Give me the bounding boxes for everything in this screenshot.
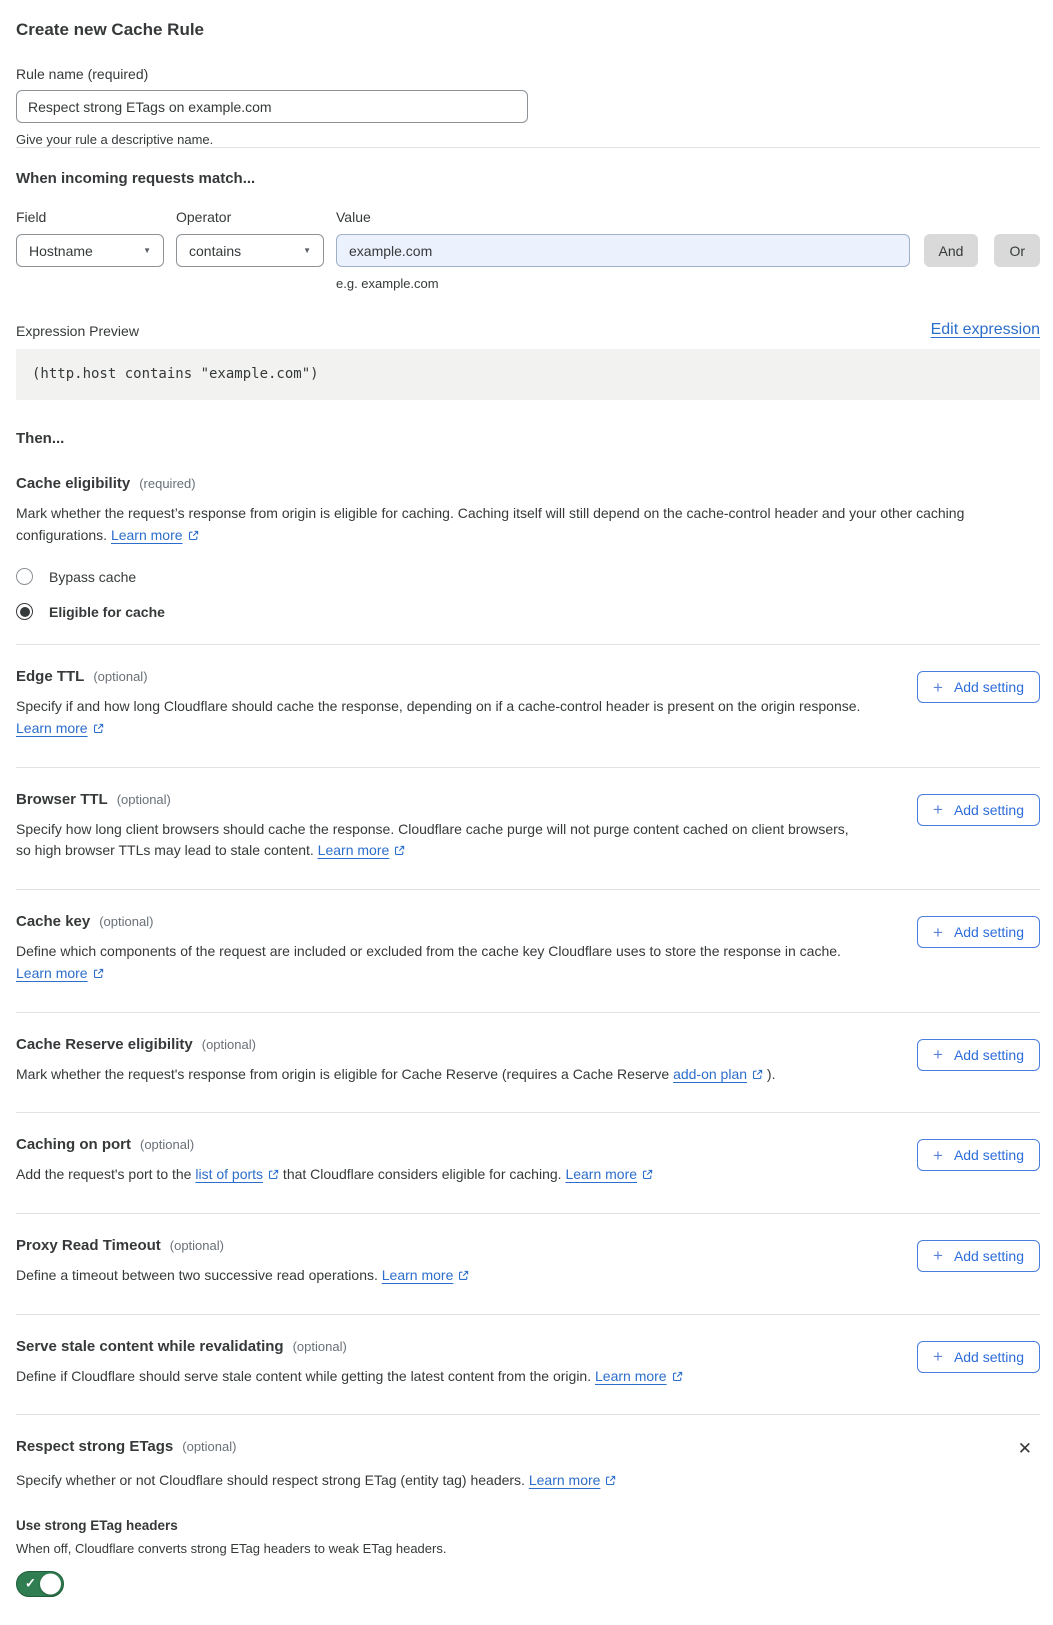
- external-link-icon: [642, 1165, 653, 1187]
- cache-eligibility-description: Mark whether the request’s response from origin is eligible for caching. Caching itself will still depend on the cache-control header and your other caching configurations. Learn more: [16, 503, 1028, 546]
- list-of-ports-link[interactable]: list of ports: [195, 1166, 264, 1183]
- learn-more-link[interactable]: Learn more: [16, 720, 88, 737]
- external-link-icon: [394, 841, 405, 863]
- learn-more-link[interactable]: Learn more: [317, 842, 390, 859]
- add-setting-label: Add setting: [953, 1147, 1024, 1164]
- respect-strong-etags-section: [16, 1415, 1040, 1597]
- expression-code: (http.host contains "example.com"): [16, 349, 1040, 400]
- external-link-icon: [188, 526, 199, 548]
- radio-label: Bypass cache: [49, 568, 137, 585]
- match-heading: When incoming requests match...: [16, 170, 256, 187]
- plus-icon: +: [933, 922, 943, 942]
- radio-option-eligible-for-cache[interactable]: [16, 603, 1040, 620]
- value-input[interactable]: [336, 234, 910, 267]
- external-link-icon: [458, 1266, 469, 1288]
- optional-tag: (optional): [201, 1036, 256, 1052]
- cache-eligibility-title: Cache eligibility: [16, 475, 131, 492]
- setting-description: Define if Cloudflare should serve stale content while getting the latest content from the origin. Learn more: [16, 1366, 683, 1388]
- cache-eligibility-section: [16, 475, 1040, 644]
- add-setting-label: Add setting: [953, 679, 1024, 696]
- setting-section: [16, 1013, 1040, 1113]
- optional-tag: (optional): [140, 1137, 195, 1153]
- add-setting-label: Add setting: [953, 924, 1024, 941]
- setting-section: [16, 768, 1040, 889]
- external-link-icon: [752, 1065, 763, 1087]
- radio-option-bypass-cache[interactable]: [16, 568, 1040, 585]
- plus-icon: +: [933, 1045, 943, 1064]
- add-setting-button[interactable]: [917, 916, 1040, 948]
- setting-description: Add the request's port to the list of ports that Cloudflare considers eligible for caching. Learn more: [16, 1164, 653, 1186]
- setting-title: Cache key: [16, 913, 91, 931]
- plus-icon: +: [933, 1246, 943, 1266]
- required-tag: (required): [139, 476, 196, 491]
- setting-section: [16, 645, 1040, 766]
- optional-tag: (optional): [292, 1338, 347, 1354]
- external-link-icon: [605, 1471, 616, 1493]
- rule-name-group: [16, 66, 1040, 147]
- plus-icon: +: [933, 1347, 943, 1367]
- external-link-icon: [93, 719, 104, 741]
- add-setting-label: Add setting: [953, 1046, 1024, 1063]
- operator-select[interactable]: [176, 234, 324, 267]
- setting-title: Proxy Read Timeout: [16, 1236, 161, 1254]
- add-setting-label: Add setting: [953, 1348, 1024, 1365]
- expression-preview-label: Expression Preview: [16, 323, 139, 339]
- learn-more-link[interactable]: Learn more: [528, 1472, 601, 1489]
- chevron-down-icon: ▼: [303, 245, 311, 255]
- and-button[interactable]: And: [924, 234, 979, 267]
- add-setting-button[interactable]: [917, 1341, 1040, 1373]
- toggle-knob: [40, 1573, 61, 1594]
- chevron-down-icon: ▼: [143, 245, 151, 255]
- then-heading: Then...: [16, 430, 65, 447]
- optional-tag: (optional): [169, 1237, 224, 1253]
- external-link-icon: [93, 964, 104, 986]
- external-link-icon: [268, 1165, 279, 1187]
- setting-title: Serve stale content while revalidating: [16, 1337, 284, 1355]
- operator-label: Operator: [176, 209, 232, 225]
- operator-select-value: contains: [189, 242, 242, 259]
- field-label: Field: [16, 209, 47, 225]
- setting-description: Specify how long client browsers should cache the response. Cloudflare cache purge will not purge content cached on client browsers, so high browser TTLs may lead to stale content. Learn more: [16, 819, 864, 862]
- setting-title: Caching on port: [16, 1136, 131, 1154]
- page-title: Create new Cache Rule: [16, 20, 205, 39]
- setting-description: Define a timeout between two successive read operations. Learn more: [16, 1265, 469, 1287]
- use-strong-etag-headers-label: Use strong ETag headers: [16, 1517, 178, 1533]
- value-helper: e.g. example.com: [336, 276, 439, 291]
- radio-label: Eligible for cache: [49, 603, 165, 620]
- setting-section: [16, 1315, 1040, 1415]
- radio-unselected-icon[interactable]: [16, 568, 33, 585]
- add-setting-button[interactable]: [917, 1139, 1040, 1171]
- setting-description: Mark whether the request's response from origin is eligible for Cache Reserve (requires a Cache Reserve add-on plan ).: [16, 1064, 775, 1086]
- toggle-description: When off, Cloudflare converts strong ETag headers to weak ETag headers.: [16, 1540, 447, 1556]
- rule-name-helper: Give your rule a descriptive name.: [16, 132, 214, 147]
- check-icon: ✓: [25, 1575, 36, 1591]
- edit-expression-link[interactable]: Edit expression: [930, 321, 1040, 338]
- cache-eligibility-options: [16, 568, 1040, 620]
- setting-description: Define which components of the request are included or excluded from the cache key Cloudflare uses to store the response in cache. Learn more: [16, 941, 864, 984]
- add-on-plan-link[interactable]: add-on plan: [673, 1065, 748, 1082]
- optional-tag: (optional): [182, 1439, 237, 1455]
- plus-icon: +: [933, 800, 943, 820]
- plus-icon: +: [933, 677, 943, 697]
- learn-more-link[interactable]: Learn more: [381, 1266, 454, 1283]
- setting-section: [16, 1214, 1040, 1314]
- expression-preview-row: [16, 321, 1040, 339]
- add-setting-label: Add setting: [953, 801, 1024, 818]
- learn-more-link[interactable]: Learn more: [110, 526, 183, 543]
- respect-strong-etags-title: Respect strong ETags: [16, 1438, 174, 1456]
- setting-description: Specify if and how long Cloudflare should cache the response, depending on if a cache-control header is present on the origin response. Learn more: [16, 696, 864, 739]
- learn-more-link[interactable]: Learn more: [595, 1367, 667, 1384]
- add-setting-button[interactable]: [917, 1240, 1040, 1272]
- rule-name-input[interactable]: [16, 90, 528, 123]
- add-setting-button[interactable]: [917, 1039, 1040, 1071]
- setting-section: [16, 1113, 1040, 1213]
- plus-icon: +: [933, 1145, 943, 1165]
- learn-more-link[interactable]: Learn more: [565, 1166, 638, 1183]
- value-label: Value: [336, 209, 371, 225]
- optional-tag: (optional): [99, 914, 154, 930]
- learn-more-link[interactable]: Learn more: [16, 964, 88, 981]
- external-link-icon: [672, 1367, 683, 1389]
- add-setting-button[interactable]: [917, 671, 1040, 703]
- radio-selected-icon[interactable]: [16, 603, 33, 620]
- or-button[interactable]: Or: [994, 234, 1040, 267]
- strong-etag-toggle[interactable]: [16, 1571, 64, 1597]
- setting-title: Cache Reserve eligibility: [16, 1035, 193, 1053]
- field-select[interactable]: [16, 234, 164, 267]
- optional-tag: (optional): [93, 669, 148, 685]
- match-section: [16, 148, 1040, 291]
- close-icon[interactable]: ✕: [1017, 1439, 1032, 1459]
- optional-tag: (optional): [116, 791, 171, 807]
- rule-name-label: Rule name (required): [16, 66, 149, 82]
- add-setting-label: Add setting: [953, 1247, 1024, 1264]
- setting-title: Edge TTL: [16, 668, 85, 686]
- field-select-value: Hostname: [29, 242, 93, 259]
- setting-title: Browser TTL: [16, 790, 108, 808]
- add-setting-button[interactable]: [917, 794, 1040, 826]
- respect-strong-etags-description: Specify whether or not Cloudflare should respect strong ETag (entity tag) headers. Learn more: [16, 1470, 1028, 1492]
- setting-section: [16, 890, 1040, 1011]
